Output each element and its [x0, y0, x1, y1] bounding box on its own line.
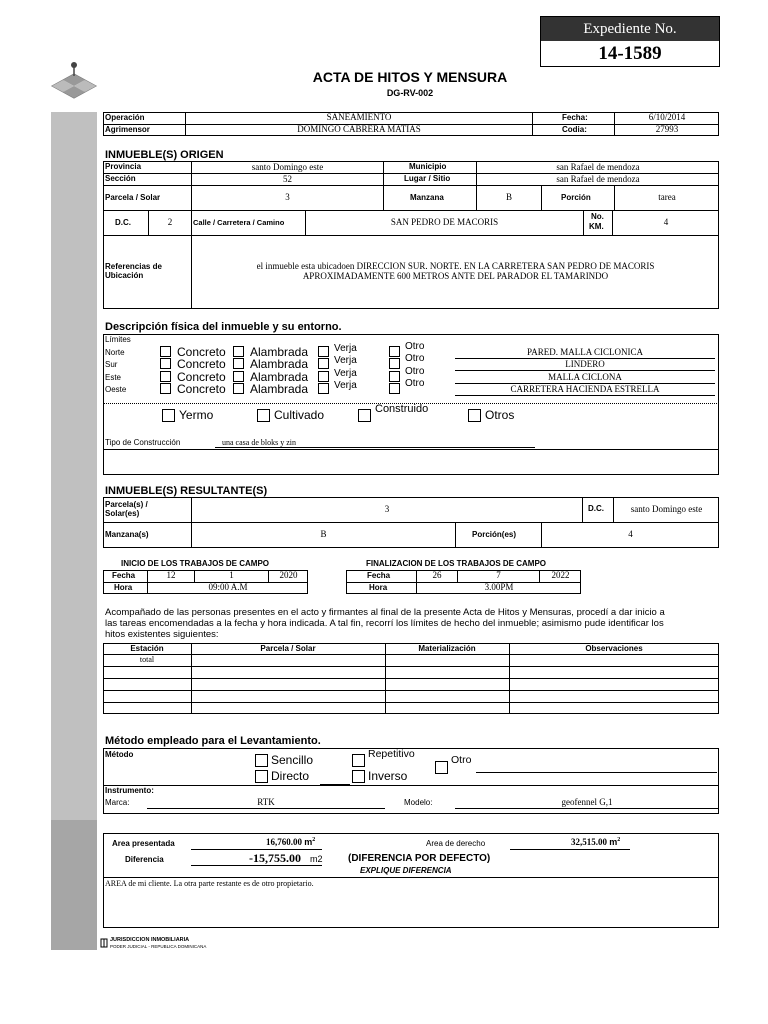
- limite-concreto-checkbox[interactable]: [160, 383, 171, 394]
- modelo-value: geofennel G,1: [561, 797, 613, 807]
- res-manzana-value: B: [320, 529, 327, 539]
- hitos-header-estacion: Estación: [130, 644, 164, 653]
- area-derecho-unit-sup: 2: [617, 837, 621, 843]
- km-label-2: KM.: [589, 222, 604, 231]
- limite-verja-label: Verja: [334, 380, 357, 391]
- footer-line-2: PODER JUDICIAL - REPUBLICA DOMINICANA: [110, 944, 207, 949]
- fin-title: FINALIZACION DE LOS TRABAJOS DE CAMPO: [366, 559, 547, 568]
- uso-construido-checkbox[interactable]: [358, 409, 371, 422]
- dc-value: 2: [167, 217, 173, 227]
- marca-label: Marca:: [105, 798, 130, 807]
- municipio-value: san Rafael de mendoza: [556, 162, 640, 172]
- hitos-header-materializacion: Materialización: [418, 644, 476, 653]
- explique-label: EXPLIQUE DIFERENCIA: [360, 866, 452, 875]
- resultante-title: INMUEBLE(S) RESULTANTE(S): [105, 485, 268, 497]
- limite-underline: [455, 395, 715, 396]
- limites-label: Límites: [105, 335, 131, 344]
- limite-concreto-checkbox[interactable]: [160, 346, 171, 357]
- marca-value: RTK: [257, 797, 275, 807]
- km-label-1: No.: [591, 212, 604, 221]
- limite-alambrada-label: Alambrada: [250, 382, 309, 396]
- res-parcela-label-2: Solar(es): [105, 509, 140, 518]
- provincia-value: santo Domingo este: [251, 162, 324, 172]
- res-dc-label: D.C.: [588, 504, 604, 513]
- metodo-repetitivo-checkbox[interactable]: [352, 754, 365, 767]
- limite-dir-label: Norte: [105, 348, 125, 357]
- limite-verja-checkbox[interactable]: [318, 346, 329, 357]
- limite-concreto-label: Concreto: [177, 345, 226, 359]
- limite-value: MALLA CICLONA: [548, 372, 622, 382]
- res-porcion-label: Porción(es): [472, 530, 517, 539]
- acta-paragraph: [105, 607, 723, 640]
- limite-otro-checkbox[interactable]: [389, 346, 400, 357]
- area-derecho-label: Area de derecho: [426, 839, 486, 848]
- page-title: ACTA DE HITOS Y MENSURA: [312, 69, 508, 85]
- inicio-hora: 09:00 A.M: [208, 582, 248, 592]
- fin-hora: 3.00PM: [484, 582, 514, 592]
- form-code: DG-RV-002: [386, 88, 434, 98]
- limite-alambrada-label: Alambrada: [250, 370, 309, 384]
- limite-otro-label: Otro: [405, 366, 425, 377]
- res-parcela-label-1: Parcela(s) /: [105, 500, 148, 509]
- porcion-value: tarea: [658, 192, 676, 202]
- referencias-label-2: Ubicación: [105, 271, 144, 280]
- area-derecho-unit: m: [609, 837, 618, 847]
- inicio-fecha-label: Fecha: [112, 571, 136, 580]
- km-value: 4: [663, 217, 669, 227]
- lugar-label: Lugar / Sitio: [404, 174, 451, 183]
- area-presentada-label: Area presentada: [112, 839, 175, 848]
- inicio-title: INICIO DE LOS TRABAJOS DE CAMPO: [121, 559, 270, 568]
- paragraph-line-2: las tareas encomendadas a la fecha y hora indicada. A tal fin, recorrí los límites de hecho del inmueble; asimismo pude identificar los: [105, 618, 664, 629]
- limite-alambrada-checkbox[interactable]: [233, 346, 244, 357]
- fin-anio: 2022: [551, 570, 570, 580]
- limite-value: CARRETERA HACIENDA ESTRELLA: [510, 384, 660, 394]
- limite-alambrada-checkbox[interactable]: [233, 383, 244, 394]
- res-porcion-value: 4: [628, 529, 633, 539]
- uso-otros-label: Otros: [485, 408, 515, 422]
- manzana-value: B: [505, 192, 512, 202]
- tipo-construccion-label: Tipo de Construcción: [105, 438, 181, 447]
- limite-dir-label: Sur: [105, 360, 118, 369]
- instrumento-label: Instrumento:: [105, 786, 154, 795]
- uso-yermo-label: Yermo: [179, 408, 214, 422]
- inicio-anio: 2020: [279, 570, 298, 580]
- limite-verja-label: Verja: [334, 355, 357, 366]
- codia-value: 27993: [655, 124, 679, 134]
- limite-otro-label: Otro: [405, 353, 425, 364]
- tipo-construccion-value: una casa de bloks y zin: [222, 438, 296, 447]
- limite-verja-checkbox[interactable]: [318, 383, 329, 394]
- expediente-number: 14-1589: [598, 43, 662, 64]
- diferencia-label: Diferencia: [125, 855, 164, 864]
- uso-yermo-checkbox[interactable]: [162, 409, 175, 422]
- limite-concreto-label: Concreto: [177, 370, 226, 384]
- limite-otro-checkbox[interactable]: [389, 358, 400, 369]
- uso-cultivado-label: Cultivado: [274, 408, 325, 422]
- limite-verja-label: Verja: [334, 368, 357, 379]
- inicio-hora-label: Hora: [114, 583, 133, 592]
- seal-icon: [100, 938, 108, 948]
- inicio-mes: 1: [229, 570, 234, 580]
- limite-concreto-label: Concreto: [177, 382, 226, 396]
- res-dc-value: santo Domingo este: [630, 504, 703, 514]
- limite-dir-label: Este: [105, 373, 122, 382]
- agrimensor-value: DOMINGO CABRERA MATIAS: [297, 124, 421, 134]
- res-manzana-label: Manzana(s): [105, 530, 149, 539]
- metodo-inverso-checkbox[interactable]: [352, 770, 365, 783]
- area-derecho-value: [571, 837, 620, 847]
- parcela-label: Parcela / Solar: [105, 193, 161, 202]
- limite-verja-label: Verja: [334, 343, 357, 354]
- paragraph-line-1: Acompañado de las personas presentes en el acto y firmantes al final de la presente Acta de Hitos y Mensuras, procedí a dar inicio a: [105, 607, 665, 618]
- metodo-label: Método: [105, 750, 134, 759]
- parcela-value: 3: [285, 192, 290, 202]
- fin-hora-label: Hora: [369, 583, 388, 592]
- limite-value: PARED. MALLA CICLONICA: [527, 347, 643, 357]
- diferencia-unit: m2: [310, 854, 323, 864]
- expediente-label: Expediente No.: [541, 17, 719, 41]
- fecha-value: 6/10/2014: [648, 112, 686, 122]
- referencias-value-1: el inmueble esta ubicadoen DIRECCION SUR. NORTE. EN LA CARRETERA SAN PEDRO DE MACORIS: [256, 261, 655, 271]
- metodo-directo-checkbox[interactable]: [255, 770, 268, 783]
- uso-construido-label: Construido: [375, 403, 429, 415]
- municipio-label: Municipio: [409, 162, 447, 171]
- seccion-value: 52: [283, 174, 292, 184]
- area-derecho-number: 32,515.00: [571, 837, 607, 847]
- modelo-label: Modelo:: [404, 798, 433, 807]
- inicio-dia: 12: [166, 570, 176, 580]
- hitos-header-parcela: Parcela / Solar: [260, 644, 316, 653]
- origen-title: INMUEBLE(S) ORIGEN: [105, 149, 224, 161]
- limite-alambrada-label: Alambrada: [250, 345, 309, 359]
- metodo-otro-checkbox[interactable]: [435, 761, 448, 774]
- side-bar-dark-segment: [51, 820, 97, 950]
- limite-concreto-checkbox[interactable]: [160, 358, 171, 369]
- limite-underline: [455, 370, 715, 371]
- limite-otro-checkbox[interactable]: [389, 383, 400, 394]
- limite-verja-checkbox[interactable]: [318, 371, 329, 382]
- metodo-sencillo-checkbox[interactable]: [255, 754, 268, 767]
- area-presentada-number: 16,760.00: [266, 837, 302, 847]
- calle-value: SAN PEDRO DE MACORIS: [390, 217, 499, 227]
- seccion-label: Sección: [105, 174, 136, 183]
- limite-dir-label: Oeste: [105, 385, 127, 394]
- agrimensor-label: Agrimensor: [105, 125, 150, 134]
- area-presentada-value: [266, 837, 315, 847]
- fin-mes: 7: [496, 570, 501, 580]
- hitos-first-cell: total: [139, 655, 155, 664]
- area-presentada-unit-sup: 2: [312, 837, 316, 843]
- logo-icon: [48, 60, 100, 100]
- provincia-label: Provincia: [105, 162, 142, 171]
- area-presentada-unit: m: [304, 837, 313, 847]
- limite-alambrada-label: Alambrada: [250, 357, 309, 371]
- referencias-value-2: APROXIMADAMENTE 600 METROS ANTE DEL PARADOR EL TAMARINDO: [302, 271, 609, 281]
- porcion-label: Porción: [561, 193, 591, 202]
- limite-otro-label: Otro: [405, 378, 425, 389]
- referencias-label-1: Referencias de: [105, 262, 162, 271]
- limite-alambrada-checkbox[interactable]: [233, 371, 244, 382]
- limite-otro-label: Otro: [405, 341, 425, 352]
- fin-dia: 26: [432, 570, 442, 580]
- metodo-inverso-label: Inverso: [368, 769, 408, 783]
- limite-otro-checkbox[interactable]: [389, 371, 400, 382]
- calle-label: Calle / Carretera / Camino: [193, 218, 285, 227]
- metodo-title: Método empleado para el Levantamiento.: [105, 735, 321, 747]
- fin-fecha-label: Fecha: [367, 571, 391, 580]
- diferencia-tipo: (DIFERENCIA POR DEFECTO): [348, 853, 491, 864]
- operacion-label: Operación: [105, 113, 145, 122]
- limite-value: LINDERO: [565, 359, 605, 369]
- metodo-otro-label: Otro: [451, 754, 472, 766]
- manzana-label: Manzana: [410, 193, 444, 202]
- limite-concreto-label: Concreto: [177, 357, 226, 371]
- dc-label: D.C.: [115, 218, 131, 227]
- metodo-repetitivo-label: Repetitivo: [368, 748, 415, 760]
- diferencia-value: -15,755.00: [249, 851, 301, 865]
- expediente-box: [540, 16, 720, 67]
- metodo-sencillo-label: Sencillo: [271, 753, 314, 767]
- uso-cultivado-checkbox[interactable]: [257, 409, 270, 422]
- uso-otros-checkbox[interactable]: [468, 409, 481, 422]
- lugar-value: san Rafael de mendoza: [556, 174, 640, 184]
- limite-concreto-checkbox[interactable]: [160, 371, 171, 382]
- explique-value: AREA de mi cliente. La otra parte restante es de otro propietario.: [105, 879, 314, 888]
- res-parcela-value: 3: [384, 504, 390, 514]
- hitos-header-observaciones: Observaciones: [585, 644, 643, 653]
- limite-verja-checkbox[interactable]: [318, 358, 329, 369]
- footer-line-1: JURISDICCION INMOBILIARIA: [110, 937, 190, 943]
- metodo-directo-label: Directo: [271, 769, 310, 783]
- limite-alambrada-checkbox[interactable]: [233, 358, 244, 369]
- paragraph-line-3: hitos existentes siguientes:: [105, 629, 219, 640]
- descripcion-title: Descripción física del inmueble y su entorno.: [105, 321, 342, 333]
- operacion-value: SANEAMIENTO: [326, 112, 392, 122]
- codia-label: Codia:: [562, 125, 587, 134]
- fecha-label: Fecha:: [562, 113, 588, 122]
